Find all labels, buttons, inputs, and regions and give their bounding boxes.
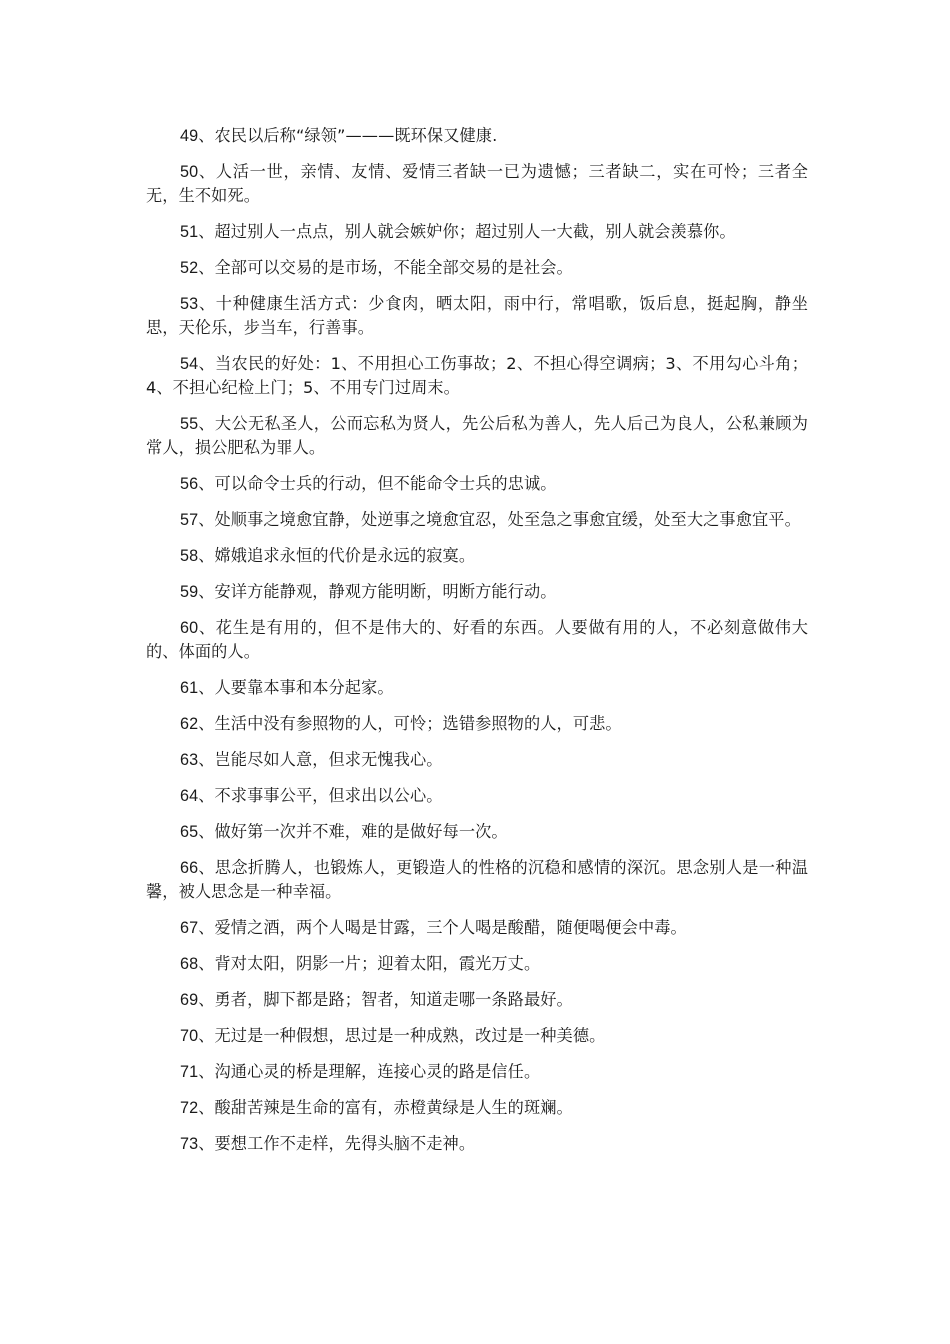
quote-text: 、思念折腾人，也锻炼人，更锻造人的性格的沉稳和感情的深沉。思念别人是一种温馨，被人思念是一种幸福。 [146, 858, 808, 901]
quote-text: 、十种健康生活方式：少食肉，晒太阳，雨中行，常唱歌，饭后息，挺起胸，静坐思，天伦乐，步当车，行善事。 [146, 294, 808, 337]
quote-text: 、花生是有用的，但不是伟大的、好看的东西。人要做有用的人，不必刻意做伟大的、体面的人。 [146, 618, 808, 661]
quote-text: 、安详方能静观，静观方能明断，明断方能行动。 [198, 582, 557, 601]
quote-item [146, 124, 808, 148]
quote-item [146, 616, 808, 664]
quote-item [146, 220, 808, 244]
quote-number: 52 [180, 259, 199, 277]
quote-item [146, 1060, 808, 1084]
quote-item [146, 544, 808, 568]
quote-number: 72 [180, 1099, 199, 1117]
quote-number: 67 [180, 919, 199, 937]
quote-number: 66 [180, 859, 199, 877]
quote-number: 62 [180, 715, 199, 733]
quote-text: 、做好第一次并不难，难的是做好每一次。 [198, 822, 508, 841]
quote-number: 70 [180, 1027, 199, 1045]
quote-item [146, 820, 808, 844]
quote-item [146, 712, 808, 736]
quote-number: 68 [180, 955, 199, 973]
quote-item [146, 856, 808, 904]
quote-item [146, 256, 808, 280]
quote-item [146, 472, 808, 496]
quote-number: 57 [180, 511, 199, 529]
quote-number: 49 [180, 127, 199, 145]
quote-text: 、生活中没有参照物的人，可怜；选错参照物的人，可悲。 [198, 714, 622, 733]
quote-item [146, 1132, 808, 1156]
quote-item [146, 1096, 808, 1120]
quote-text: 、处顺事之境愈宜静，处逆事之境愈宜忍，处至急之事愈宜缓，处至大之事愈宜平。 [198, 510, 801, 529]
quote-item [146, 580, 808, 604]
quote-text: 、勇者，脚下都是路；智者，知道走哪一条路最好。 [198, 990, 573, 1009]
quote-number: 51 [180, 223, 199, 241]
quote-text: 、人要靠本事和本分起家。 [198, 678, 394, 697]
quote-text: 、当农民的好处：1、不用担心工伤事故；2、不担心得空调病；3、不用勾心斗角；4、不担心纪检上门；5、不用专门过周末。 [146, 354, 808, 397]
quote-text: 、要想工作不走样，先得头脑不走神。 [198, 1134, 476, 1153]
quote-text: 、大公无私圣人，公而忘私为贤人，先公后私为善人，先人后己为良人，公私兼顾为常人，损公肥私为罪人。 [146, 414, 808, 457]
quote-item [146, 292, 808, 340]
quote-item [146, 508, 808, 532]
quote-text: 、超过别人一点点，别人就会嫉妒你；超过别人一大截，别人就会羡慕你。 [198, 222, 736, 241]
quote-number: 71 [180, 1063, 199, 1081]
quote-number: 63 [180, 751, 199, 769]
quote-number: 65 [180, 823, 199, 841]
quote-text: 、人活一世，亲情、友情、爱情三者缺一已为遗憾；三者缺二，实在可怜；三者全无，生不如死。 [146, 162, 808, 205]
quote-text: 、爱情之酒，两个人喝是甘露，三个人喝是酸醋，随便喝便会中毒。 [198, 918, 687, 937]
quote-number: 61 [180, 679, 199, 697]
quote-text: 、酸甜苦辣是生命的富有，赤橙黄绿是人生的斑斓。 [198, 1098, 573, 1117]
quote-number: 73 [180, 1135, 199, 1153]
quote-item [146, 352, 808, 400]
quote-text: 、全部可以交易的是市场，不能全部交易的是社会。 [198, 258, 573, 277]
quote-text: 、无过是一种假想，思过是一种成熟，改过是一种美德。 [198, 1026, 606, 1045]
quote-item [146, 1024, 808, 1048]
quote-number: 58 [180, 547, 199, 565]
quote-text: 、农民以后称“绿领”———既环保又健康. [198, 126, 498, 145]
quote-item [146, 160, 808, 208]
quote-text: 、岂能尽如人意，但求无愧我心。 [198, 750, 443, 769]
quote-item [146, 784, 808, 808]
quote-number: 53 [180, 295, 199, 313]
quote-number: 56 [180, 475, 199, 493]
quote-number: 54 [180, 355, 199, 373]
quote-number: 55 [180, 415, 199, 433]
quote-number: 69 [180, 991, 199, 1009]
quote-list [146, 124, 808, 1168]
quote-text: 、沟通心灵的桥是理解，连接心灵的路是信任。 [198, 1062, 541, 1081]
quote-item [146, 988, 808, 1012]
quote-item [146, 412, 808, 460]
quote-text: 、背对太阳，阴影一片；迎着太阳，霞光万丈。 [198, 954, 541, 973]
quote-number: 59 [180, 583, 199, 601]
quote-text: 、嫦娥追求永恒的代价是永远的寂寞。 [198, 546, 476, 565]
quote-item [146, 916, 808, 940]
quote-number: 50 [180, 163, 199, 181]
quote-text: 、可以命令士兵的行动，但不能命令士兵的忠诚。 [198, 474, 557, 493]
quote-text: 、不求事事公平，但求出以公心。 [198, 786, 443, 805]
quote-number: 60 [180, 619, 199, 637]
quote-item [146, 748, 808, 772]
quote-number: 64 [180, 787, 199, 805]
quote-item [146, 676, 808, 700]
quote-item [146, 952, 808, 976]
